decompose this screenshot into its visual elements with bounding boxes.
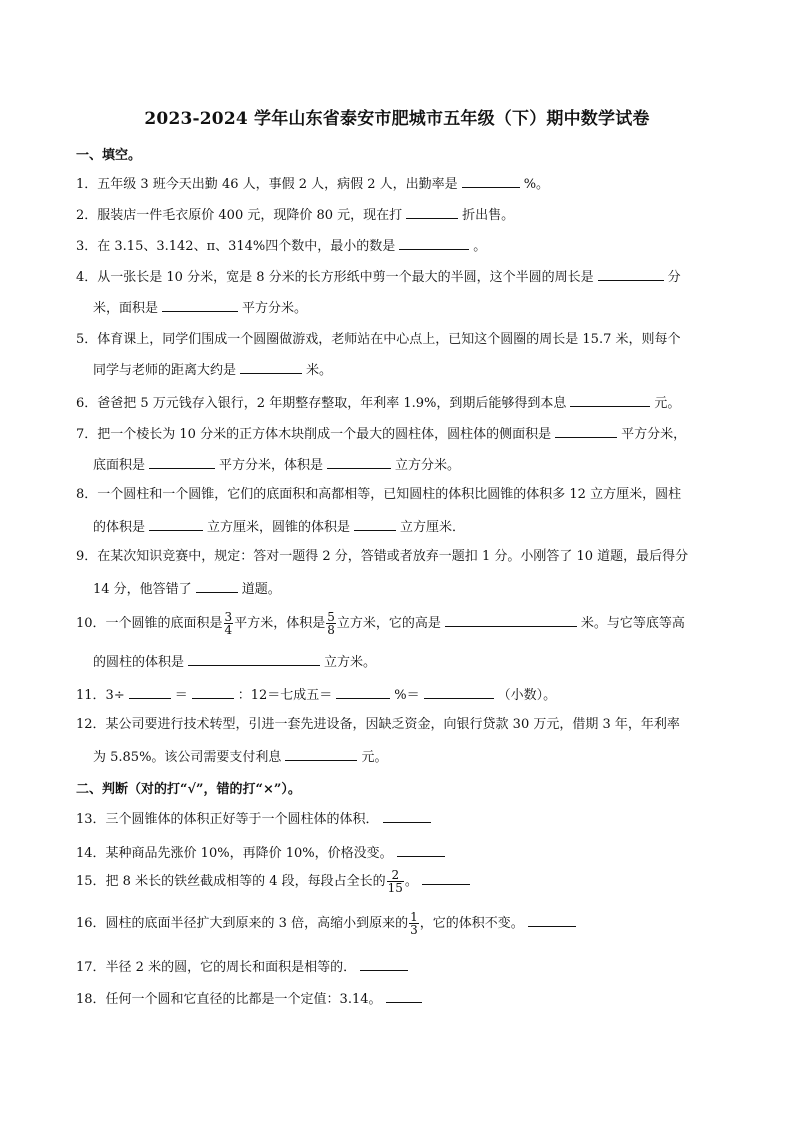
answer-blank[interactable] — [383, 808, 431, 823]
answer-blank[interactable] — [445, 612, 577, 627]
answer-blank[interactable] — [192, 684, 234, 699]
fraction-1-3: $\frac{1}{3}$ — [410, 910, 418, 937]
answer-blank[interactable] — [528, 912, 576, 927]
answer-blank[interactable] — [327, 454, 391, 469]
answer-blank[interactable] — [406, 204, 458, 219]
fraction-2-15: $\frac{2}{15}$ — [387, 868, 403, 895]
question-14: 14．某种商品先涨价 10%，再降价 10%，价格没变。 — [76, 842, 724, 864]
answer-blank[interactable] — [598, 266, 664, 281]
question-12: 12．某公司要进行技术转型，引进一套先进设备，因缺乏资金，向银行贷款 30 万元，借期 3 年，年利率 — [76, 717, 680, 732]
question-17: 17．半径 2 米的圆，它的周长和面积是相等的． — [76, 956, 724, 978]
answer-blank[interactable] — [360, 956, 408, 971]
question-2: 2．服装店一件毛衣原价 400 元，现降价 80 元，现在打 折出售。 — [76, 204, 724, 226]
section-heading-fill-in: 一、填空。 — [76, 148, 142, 163]
answer-blank[interactable] — [129, 684, 171, 699]
answer-blank[interactable] — [386, 988, 422, 1003]
fraction-5-8: $\frac{5}{8}$ — [327, 610, 335, 637]
question-4: 4．从一张长是 10 分米，宽是 8 分米的长方形纸中剪一个最大的半圆，这个半圆的周长是 分 — [76, 266, 724, 288]
answer-blank[interactable] — [149, 516, 203, 531]
question-1: 1．五年级 3 班今天出勤 46 人，事假 2 人，病假 2 人，出勤率是 %。 — [76, 173, 724, 195]
question-13: 13．三个圆锥体的体积正好等于一个圆柱体的体积． — [76, 808, 724, 830]
question-3: 3．在 3.15、3.142、π、314%四个数中，最小的数是 。 — [76, 235, 724, 257]
answer-blank[interactable] — [399, 235, 469, 250]
answer-blank[interactable] — [196, 578, 238, 593]
answer-blank[interactable] — [397, 842, 445, 857]
question-10: 10．一个圆锥的底面积是 $\frac{3}{4}$ 平方米，体积是 $\frac{5}{8}$ 立方米，它的高是 米。与它等底等高 — [76, 610, 685, 637]
question-4-cont: 米，面积是 平方分米。 — [93, 297, 724, 319]
answer-blank[interactable] — [555, 423, 617, 438]
question-18: 18．任何一个圆和它直径的比都是一个定值：3.14。 — [76, 988, 724, 1010]
section-heading-true-false: 二、判断（对的打“√”，错的打“×”）。 — [76, 782, 301, 797]
question-6: 6．爸爸把 5 万元钱存入银行，2 年期整存整取，年利率 1.9%，到期后能够得到本息 元。 — [76, 392, 724, 414]
answer-blank[interactable] — [188, 651, 320, 666]
answer-blank[interactable] — [570, 392, 650, 407]
question-9-cont: 14 分，他答错了 道题。 — [93, 578, 724, 600]
question-12-cont: 为 5.85%。该公司需要支付利息 元。 — [93, 746, 724, 768]
question-10-cont: 的圆柱的体积是 立方米。 — [93, 651, 724, 673]
answer-blank[interactable] — [162, 297, 238, 312]
answer-blank[interactable] — [424, 684, 494, 699]
answer-blank[interactable] — [462, 173, 520, 188]
question-16: 16．圆柱的底面半径扩大到原来的 3 倍，高缩小到原来的 $\frac{1}{3}$ ，它的体积不变。 — [76, 910, 724, 938]
question-7: 7．把一个棱长为 10 分米的正方体木块削成一个最大的圆柱体，圆柱体的侧面积是 平方分米， — [76, 423, 724, 445]
answer-blank[interactable] — [285, 746, 357, 761]
page-title: 2023-2024 学年山东省泰安市肥城市五年级（下）期中数学试卷 — [144, 109, 650, 129]
question-15: 15．把 8 米长的铁丝截成相等的 4 段，每段占全长的 $\frac{2}{15}$ 。 — [76, 868, 724, 896]
question-11: 11．3÷ ＝ ：12＝七成五＝ %＝ （小数）。 — [76, 684, 724, 706]
fraction-3-4: $\frac{3}{4}$ — [224, 610, 233, 637]
question-5-cont: 同学与老师的距离大约是 米。 — [93, 359, 724, 381]
answer-blank[interactable] — [336, 684, 390, 699]
question-8: 8．一个圆柱和一个圆锥，它们的底面积和高都相等，已知圆柱的体积比圆锥的体积多 12 立方厘米，圆柱 — [76, 487, 682, 502]
question-7-cont: 底面积是 平方分米，体积是 立方分米。 — [93, 454, 724, 476]
question-9: 9．在某次知识竞赛中，规定：答对一题得 2 分，答错或者放弃一题扣 1 分。小刚答了 10 道题，最后得分 — [76, 549, 689, 564]
answer-blank[interactable] — [240, 359, 302, 374]
answer-blank[interactable] — [422, 870, 470, 885]
question-8-cont: 的体积是 立方厘米，圆锥的体积是 立方厘米． — [93, 516, 724, 538]
question-5: 5．体育课上，同学们围成一个圆圈做游戏，老师站在中心点上，已知这个圆圈的周长是 15.7 米，则每个 — [76, 332, 681, 347]
answer-blank[interactable] — [149, 454, 215, 469]
answer-blank[interactable] — [354, 516, 396, 531]
